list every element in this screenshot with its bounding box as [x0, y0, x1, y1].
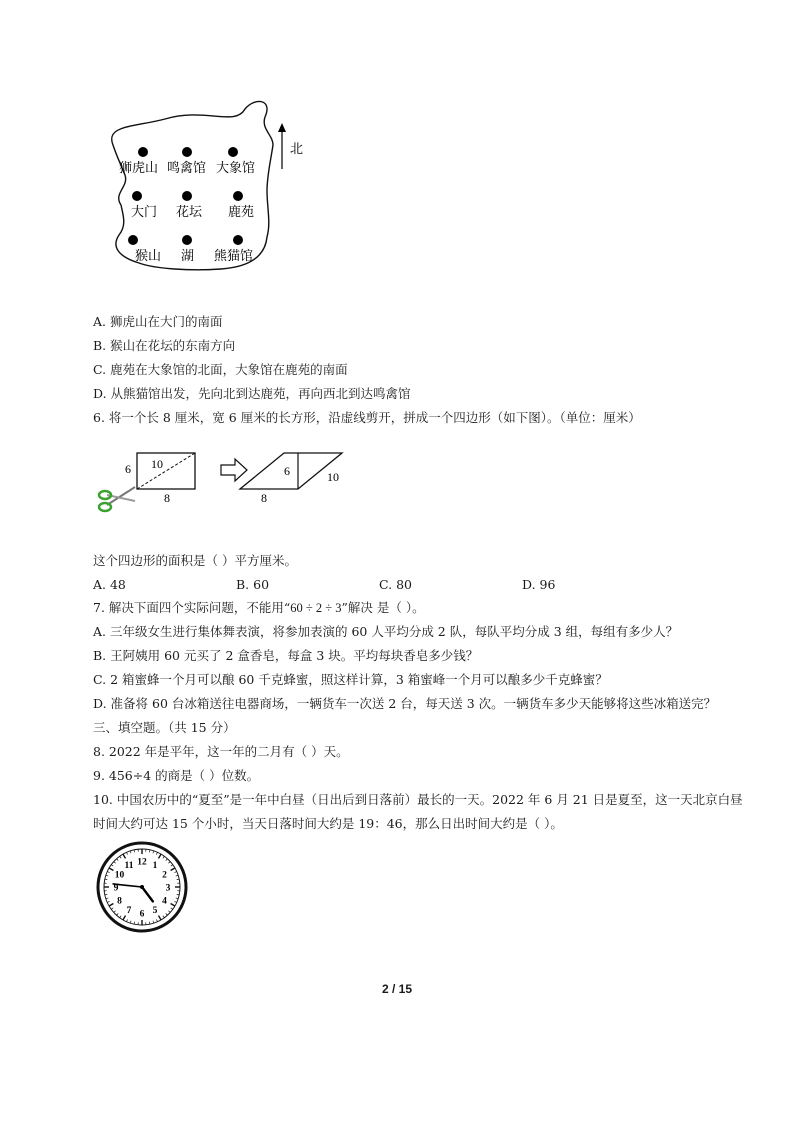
q7-option-d: D. 准备将 60 台冰箱送往电器商场，一辆货车一次送 2 台，每天送 3 次。一辆货车多少天能够将这些冰箱送完？ [93, 696, 717, 711]
q10-line-1: 10. 中国农历中的“夏至”是一年中白昼（日出后到日落前）最长的一天。2022 年 6 月 21 日是夏至，这一天北京白昼 [93, 792, 743, 807]
q10-line-2: 时间大约可达 15 个小时，当天日落时间大约是 19：46，那么日出时间大约是（ ）。 [93, 816, 563, 831]
zoo-map [95, 95, 310, 280]
q7-option-c: C. 2 箱蜜蜂一个月可以酿 60 千克蜂蜜，照这样计算，3 箱蜜峰一个月可以酿多少千克蜂蜜？ [93, 672, 608, 687]
place-lion-tiger-hill: 狮虎山 [119, 161, 159, 176]
place-elephant-hall: 大象馆 [216, 161, 256, 176]
q5-option-d: D. 从熊猫馆出发，先向北到达鹿苑，再向西北到达鸣禽馆 [93, 386, 411, 401]
place-deer-park: 鹿苑 [228, 205, 255, 220]
clock-number: 3 [165, 883, 171, 894]
clock-number: 2 [162, 870, 167, 881]
clock-number: 4 [162, 896, 167, 907]
cut-line [137, 453, 195, 489]
para-base-label: 8 [261, 491, 267, 505]
q5-option-a: A. 狮虎山在大门的南面 [93, 314, 223, 329]
page-number: 2 / 15 [381, 982, 413, 996]
q5-option-b: B. 猴山在花坛的东南方向 [93, 338, 236, 353]
q6-option-d: D. 96 [522, 577, 556, 592]
q7-stem-prefix: 7. 解决下面四个实际问题，不能用“ [93, 600, 291, 615]
clock-number: 8 [117, 896, 122, 907]
place-lake: 湖 [181, 249, 195, 264]
q6-option-c: C. 80 [379, 577, 412, 592]
para-height-label: 6 [284, 464, 290, 478]
q5-option-c: C. 鹿苑在大象馆的北面，大象馆在鹿苑的南面 [93, 362, 348, 377]
q6-option-b: B. 60 [236, 577, 270, 592]
q7-stem [93, 600, 425, 616]
place-monkey-hill: 猴山 [135, 249, 162, 264]
clock-face [96, 841, 188, 933]
q6-stem: 6. 将一个长 8 厘米，宽 6 厘米的长方形，沿虚线剪开，拼成一个四边形（如下图）。（单位：厘米） [93, 410, 641, 425]
place-main-gate: 大门 [131, 205, 158, 220]
rect-width-label: 8 [164, 491, 170, 505]
rect-diagonal-label: 10 [151, 457, 163, 471]
q9-text: 9. 456÷4 的商是（ ）位数。 [93, 768, 260, 783]
arrow-right-icon [221, 459, 247, 481]
place-flower-bed: 花坛 [176, 205, 203, 220]
scissors-icon [99, 487, 135, 511]
q7-option-b: B. 王阿姨用 60 元买了 2 盒香皂，每盒 3 块。平均每块香皂多少钱？ [93, 648, 479, 663]
north-label: 北 [290, 142, 304, 157]
place-panda-hall: 熊猫馆 [214, 249, 254, 264]
place-bird-hall: 鸣禽馆 [167, 161, 207, 176]
clock-number: 11 [124, 860, 134, 871]
clock-number: 9 [113, 883, 119, 894]
q7-option-a: A. 三年级女生进行集体舞表演，将参加表演的 60 人平均分成 2 队，每队平均分成 3 组，每组有多少人？ [93, 624, 679, 639]
q7-formula: 60 ÷ 2 ÷ 3 [290, 601, 342, 615]
clock-number: 12 [137, 857, 147, 868]
q7-stem-suffix: ”解决 是（ ）。 [341, 600, 425, 615]
clock-number: 7 [126, 906, 132, 917]
clock-number: 10 [114, 870, 125, 881]
clock-number: 5 [152, 906, 158, 917]
q6-figure [95, 443, 365, 523]
para-side-label: 10 [327, 470, 339, 484]
q6-question: 这个四边形的面积是（ ）平方厘米。 [93, 553, 297, 568]
zoo-boundary [112, 101, 273, 269]
clock-number: 6 [139, 909, 145, 920]
q8-text: 8. 2022 年是平年，这一年的二月有（ ）天。 [93, 744, 349, 759]
clock-number: 1 [152, 860, 158, 871]
north-arrow-icon [278, 123, 286, 169]
section-3-heading: 三、填空题。（共 15 分） [93, 720, 236, 735]
rect-height-label: 6 [125, 462, 131, 476]
q6-option-a: A. 48 [93, 577, 126, 592]
